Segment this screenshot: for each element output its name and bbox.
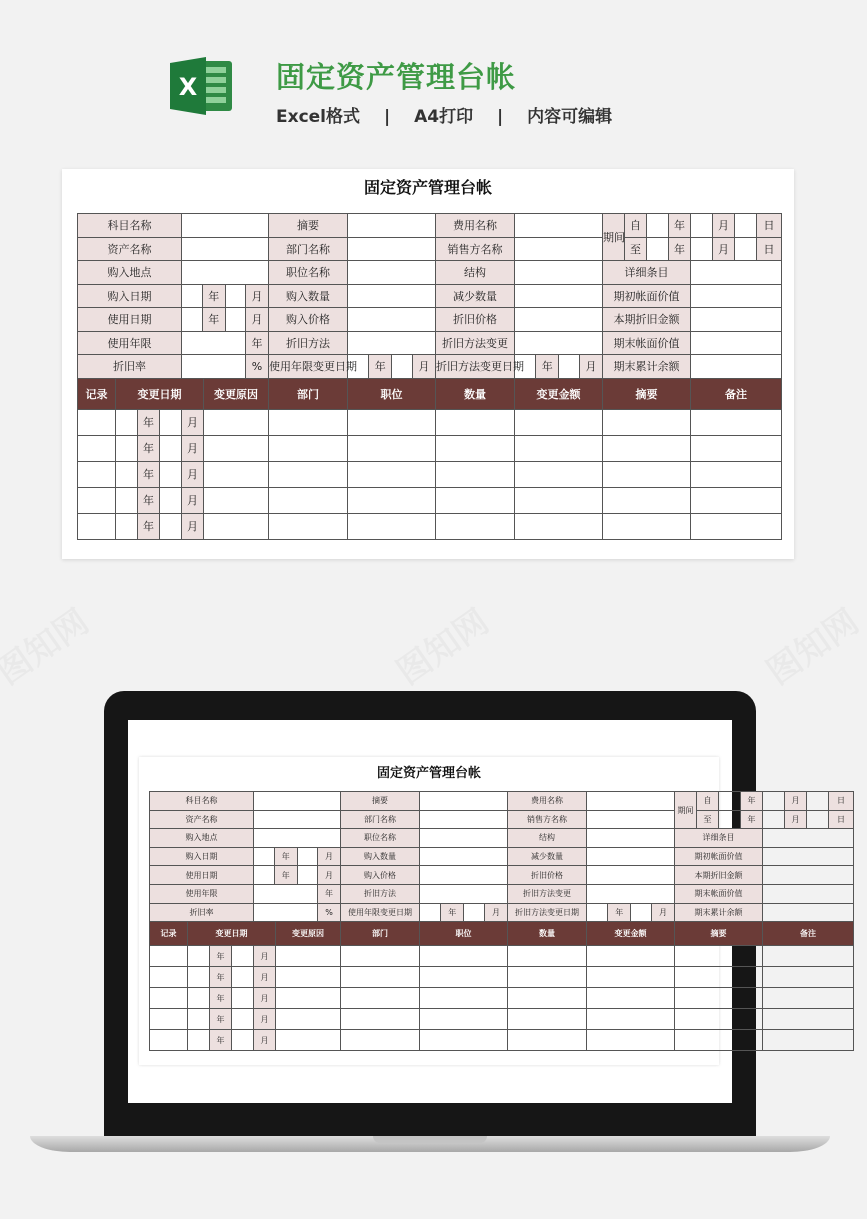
label-depr-rate: 折旧率 bbox=[150, 903, 254, 922]
field-position-name[interactable] bbox=[420, 829, 508, 848]
field-expense-name[interactable] bbox=[515, 214, 603, 238]
field-depr-method[interactable] bbox=[420, 884, 508, 903]
label-method-change-date: 折旧方法变更日期 bbox=[436, 355, 515, 379]
field-method-change-date[interactable]: 年 月 bbox=[515, 355, 603, 379]
label-reduce-qty: 减少数量 bbox=[508, 847, 587, 866]
label-month: 月 bbox=[713, 237, 735, 261]
field-useful-life[interactable]: 年 bbox=[254, 884, 341, 903]
label-depr-price: 折旧价格 bbox=[436, 308, 515, 332]
field-subject-name[interactable] bbox=[254, 792, 341, 811]
label-use-date: 使用日期 bbox=[150, 866, 254, 885]
label-closing-book-value: 期末帐面价值 bbox=[603, 331, 691, 355]
table-row: 年 月 bbox=[150, 988, 854, 1009]
col-header-record: 记录 bbox=[150, 922, 188, 946]
col-header-quantity: 数量 bbox=[436, 378, 515, 409]
field-opening-book-value[interactable] bbox=[691, 284, 782, 308]
label-use-date: 使用日期 bbox=[78, 308, 182, 332]
field-purchase-qty[interactable] bbox=[348, 284, 436, 308]
col-header-change-date: 变更日期 bbox=[116, 378, 204, 409]
label-method-change-date: 折旧方法变更日期 bbox=[508, 903, 587, 922]
label-subject-name: 科目名称 bbox=[150, 792, 254, 811]
col-header-change-reason: 变更原因 bbox=[276, 922, 341, 946]
field-reduce-qty[interactable] bbox=[587, 847, 675, 866]
field-depr-method-change[interactable] bbox=[587, 884, 675, 903]
svg-text:X: X bbox=[178, 73, 198, 101]
label-purchase-date: 购入日期 bbox=[78, 284, 182, 308]
label-position-name: 职位名称 bbox=[341, 829, 420, 848]
field-dept-name[interactable] bbox=[420, 810, 508, 829]
col-header-change-reason: 变更原因 bbox=[204, 378, 269, 409]
label-structure: 结构 bbox=[508, 829, 587, 848]
label-month: 月 bbox=[713, 214, 735, 238]
label-seller-name: 销售方名称 bbox=[436, 237, 515, 261]
field-closing-book-value[interactable] bbox=[691, 331, 782, 355]
label-year: 年 bbox=[669, 237, 691, 261]
label-purchase-qty: 购入数量 bbox=[269, 284, 348, 308]
laptop-sheet-preview bbox=[139, 757, 845, 1065]
field-depr-price[interactable] bbox=[587, 866, 675, 885]
label-details: 详细条目 bbox=[675, 829, 763, 848]
excel-icon bbox=[168, 55, 234, 117]
ledger-table bbox=[77, 213, 782, 540]
label-depr-rate: 折旧率 bbox=[78, 355, 182, 379]
label-day: 日 bbox=[829, 792, 854, 811]
label-day: 日 bbox=[757, 237, 782, 261]
field-current-depr-amount[interactable] bbox=[763, 866, 854, 885]
field-purchase-qty[interactable] bbox=[420, 847, 508, 866]
label-life-change-date: 使用年限变更日期 bbox=[269, 355, 348, 379]
laptop-ledger-table bbox=[149, 791, 854, 1051]
sheet-title: 固定资产管理台帐 bbox=[363, 178, 492, 197]
label-depr-method-change: 折旧方法变更 bbox=[436, 331, 515, 355]
label-purchase-date: 购入日期 bbox=[150, 847, 254, 866]
label-to: 至 bbox=[697, 810, 719, 829]
tag-print: A4打印 bbox=[414, 107, 474, 127]
label-subject-name: 科目名称 bbox=[78, 214, 182, 238]
field-seller-name[interactable] bbox=[515, 237, 603, 261]
label-depr-method-change: 折旧方法变更 bbox=[508, 884, 587, 903]
col-header-change-date: 变更日期 bbox=[188, 922, 276, 946]
field-opening-book-value[interactable] bbox=[763, 847, 854, 866]
field-to-year[interactable] bbox=[719, 810, 741, 829]
label-opening-book-value: 期初帐面价值 bbox=[675, 847, 763, 866]
col-header-position: 职位 bbox=[348, 378, 436, 409]
field-details[interactable] bbox=[763, 829, 854, 848]
label-day: 日 bbox=[757, 214, 782, 238]
field-from-year[interactable] bbox=[647, 214, 669, 238]
field-reduce-qty[interactable] bbox=[515, 284, 603, 308]
field-depr-method-change[interactable] bbox=[515, 331, 603, 355]
col-header-remarks: 备注 bbox=[691, 378, 782, 409]
label-dept-name: 部门名称 bbox=[341, 810, 420, 829]
table-row: 年 月 bbox=[150, 967, 854, 988]
field-subject-name[interactable] bbox=[182, 214, 269, 238]
label-structure: 结构 bbox=[436, 261, 515, 285]
field-closing-accum-balance[interactable] bbox=[691, 355, 782, 379]
field-purchase-price[interactable] bbox=[348, 308, 436, 332]
field-depr-method[interactable] bbox=[348, 331, 436, 355]
label-purchase-price: 购入价格 bbox=[269, 308, 348, 332]
table-row: 年 月 bbox=[150, 946, 854, 967]
col-header-position: 职位 bbox=[420, 922, 508, 946]
table-row: 年 月 bbox=[78, 435, 782, 461]
field-closing-book-value[interactable] bbox=[763, 884, 854, 903]
label-seller-name: 销售方名称 bbox=[508, 810, 587, 829]
field-useful-life[interactable]: 年 bbox=[182, 331, 269, 355]
tag-format: Excel格式 bbox=[276, 107, 361, 127]
label-purchase-place: 购入地点 bbox=[150, 829, 254, 848]
tag-separator: | bbox=[497, 107, 504, 127]
label-purchase-qty: 购入数量 bbox=[341, 847, 420, 866]
field-to-day[interactable] bbox=[735, 237, 757, 261]
laptop-notch bbox=[373, 1136, 487, 1143]
tag-editable: 内容可编辑 bbox=[527, 107, 613, 127]
label-year: 年 bbox=[669, 214, 691, 238]
field-purchase-date[interactable]: 年 月 bbox=[182, 284, 269, 308]
field-to-day[interactable] bbox=[807, 810, 829, 829]
field-from-month[interactable] bbox=[763, 792, 785, 811]
laptop-sheet-title: 固定资产管理台帐 bbox=[376, 766, 481, 781]
label-closing-accum-balance: 期末累计余额 bbox=[675, 903, 763, 922]
label-useful-life: 使用年限 bbox=[150, 884, 254, 903]
label-current-depr-amount: 本期折旧金额 bbox=[603, 308, 691, 332]
label-depr-price: 折旧价格 bbox=[508, 866, 587, 885]
sheet-preview bbox=[62, 169, 794, 559]
field-use-date[interactable]: 年 月 bbox=[182, 308, 269, 332]
label-current-depr-amount: 本期折旧金额 bbox=[675, 866, 763, 885]
label-details: 详细条目 bbox=[603, 261, 691, 285]
label-day: 日 bbox=[829, 810, 854, 829]
field-use-date[interactable]: 年 月 bbox=[254, 866, 341, 885]
col-header-remarks: 备注 bbox=[763, 922, 854, 946]
col-header-summary: 摘要 bbox=[675, 922, 763, 946]
field-method-change-date[interactable]: 年 月 bbox=[587, 903, 675, 922]
field-closing-accum-balance[interactable] bbox=[763, 903, 854, 922]
col-header-change-amount: 变更金额 bbox=[515, 378, 603, 409]
label-year: 年 bbox=[741, 792, 763, 811]
page-title: 固定资产管理台帐 bbox=[276, 60, 517, 94]
table-row: 年 月 bbox=[78, 461, 782, 487]
label-life-change-date: 使用年限变更日期 bbox=[341, 903, 420, 922]
field-life-change-date[interactable]: 年 月 bbox=[420, 903, 508, 922]
col-header-department: 部门 bbox=[269, 378, 348, 409]
label-purchase-place: 购入地点 bbox=[78, 261, 182, 285]
field-asset-name[interactable] bbox=[182, 237, 269, 261]
laptop-screen bbox=[128, 720, 845, 1103]
field-from-month[interactable] bbox=[691, 214, 713, 238]
field-from-day[interactable] bbox=[735, 214, 757, 238]
field-summary[interactable] bbox=[348, 214, 436, 238]
field-position-name[interactable] bbox=[348, 261, 436, 285]
field-depr-rate[interactable]: % bbox=[182, 355, 269, 379]
label-depr-method: 折旧方法 bbox=[341, 884, 420, 903]
col-header-summary: 摘要 bbox=[603, 378, 691, 409]
label-purchase-price: 购入价格 bbox=[341, 866, 420, 885]
field-asset-name[interactable] bbox=[254, 810, 341, 829]
label-period: 期间 bbox=[603, 214, 625, 261]
label-month: 月 bbox=[785, 810, 807, 829]
table-row: 年 月 bbox=[150, 1030, 854, 1051]
field-to-month[interactable] bbox=[691, 237, 713, 261]
field-structure[interactable] bbox=[587, 829, 675, 848]
field-depr-price[interactable] bbox=[515, 308, 603, 332]
field-purchase-place[interactable] bbox=[182, 261, 269, 285]
feature-tags bbox=[276, 102, 612, 127]
table-row: 年 月 bbox=[78, 513, 782, 539]
table-row: 年 月 bbox=[78, 487, 782, 513]
label-summary: 摘要 bbox=[269, 214, 348, 238]
label-period: 期间 bbox=[675, 792, 697, 829]
field-to-year[interactable] bbox=[647, 237, 669, 261]
label-reduce-qty: 减少数量 bbox=[436, 284, 515, 308]
table-row: 年 月 bbox=[78, 409, 782, 435]
label-year: 年 bbox=[741, 810, 763, 829]
label-summary: 摘要 bbox=[341, 792, 420, 811]
label-from: 自 bbox=[625, 214, 647, 238]
label-expense-name: 费用名称 bbox=[436, 214, 515, 238]
col-header-quantity: 数量 bbox=[508, 922, 587, 946]
label-from: 自 bbox=[697, 792, 719, 811]
field-life-change-date[interactable]: 年 月 bbox=[348, 355, 436, 379]
col-header-change-amount: 变更金额 bbox=[587, 922, 675, 946]
field-purchase-place[interactable] bbox=[254, 829, 341, 848]
field-details[interactable] bbox=[691, 261, 782, 285]
field-from-day[interactable] bbox=[807, 792, 829, 811]
tag-separator: | bbox=[383, 107, 391, 127]
field-current-depr-amount[interactable] bbox=[691, 308, 782, 332]
label-position-name: 职位名称 bbox=[269, 261, 348, 285]
label-expense-name: 费用名称 bbox=[508, 792, 587, 811]
field-dept-name[interactable] bbox=[348, 237, 436, 261]
field-expense-name[interactable] bbox=[587, 792, 675, 811]
label-to: 至 bbox=[625, 237, 647, 261]
label-closing-book-value: 期末帐面价值 bbox=[675, 884, 763, 903]
label-asset-name: 资产名称 bbox=[150, 810, 254, 829]
col-header-record: 记录 bbox=[78, 378, 116, 409]
field-purchase-price[interactable] bbox=[420, 866, 508, 885]
label-useful-life: 使用年限 bbox=[78, 331, 182, 355]
label-asset-name: 资产名称 bbox=[78, 237, 182, 261]
field-to-month[interactable] bbox=[763, 810, 785, 829]
field-summary[interactable] bbox=[420, 792, 508, 811]
field-seller-name[interactable] bbox=[587, 810, 675, 829]
table-row: 年 月 bbox=[150, 1009, 854, 1030]
label-dept-name: 部门名称 bbox=[269, 237, 348, 261]
col-header-department: 部门 bbox=[341, 922, 420, 946]
field-from-year[interactable] bbox=[719, 792, 741, 811]
field-purchase-date[interactable]: 年 月 bbox=[254, 847, 341, 866]
field-structure[interactable] bbox=[515, 261, 603, 285]
label-closing-accum-balance: 期末累计余额 bbox=[603, 355, 691, 379]
label-month: 月 bbox=[785, 792, 807, 811]
field-depr-rate[interactable]: % bbox=[254, 903, 341, 922]
label-depr-method: 折旧方法 bbox=[269, 331, 348, 355]
label-opening-book-value: 期初帐面价值 bbox=[603, 284, 691, 308]
